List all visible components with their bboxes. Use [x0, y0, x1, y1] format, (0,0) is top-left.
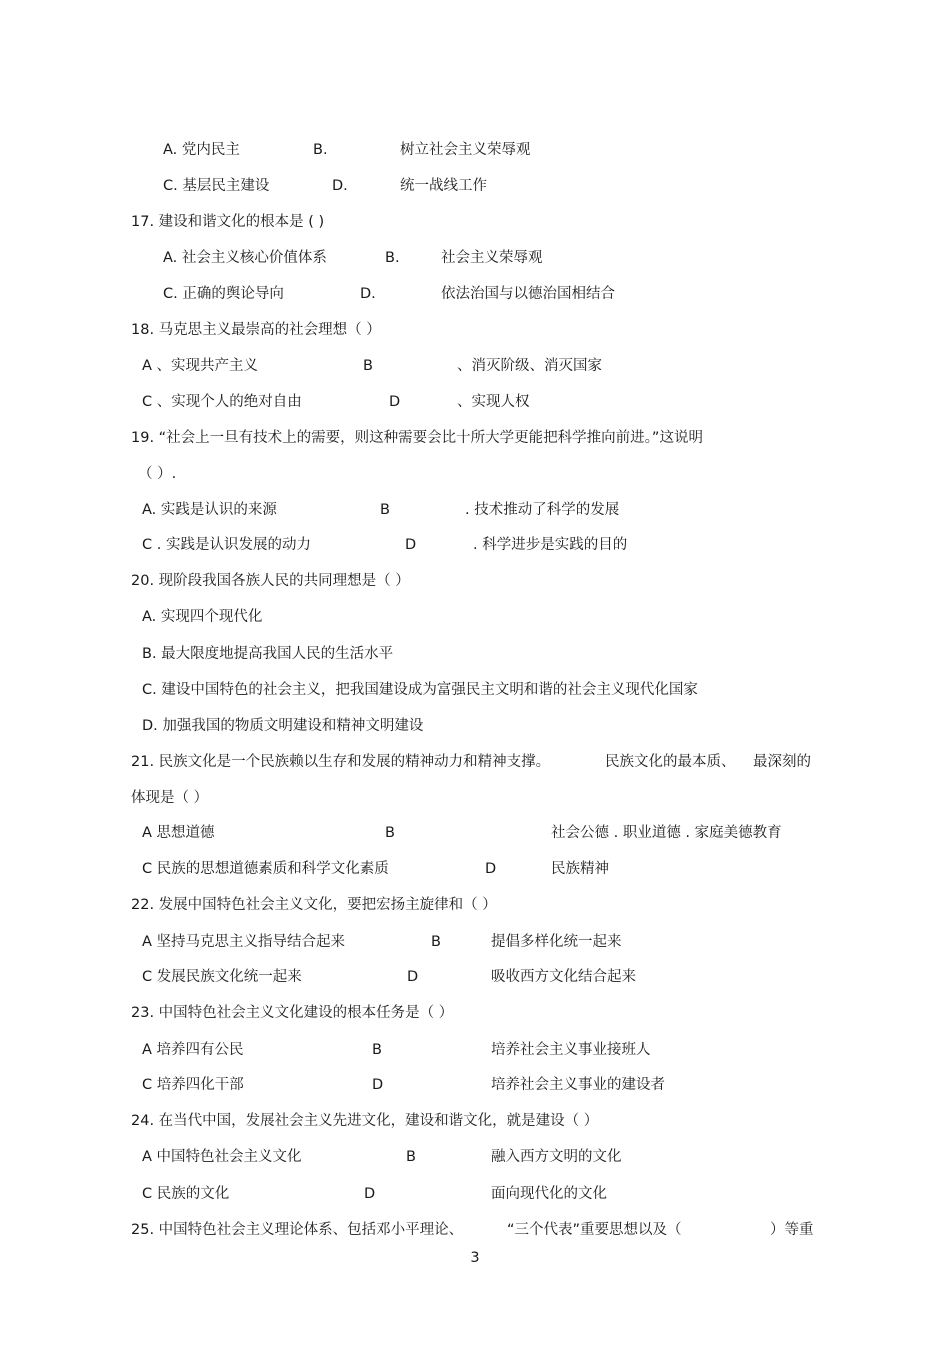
text-line-20-part-3: 社会公德 . 职业道德 . 家庭美德教育: [551, 825, 782, 841]
text-line-30-part-3: 面向现代化的文化: [491, 1186, 607, 1202]
text-line-27-part-2: D: [372, 1077, 384, 1093]
text-line-30-part-1: C 民族的文化: [142, 1186, 230, 1202]
text-line-22-part-1: 22. 发展中国特色社会主义文化，要把宏扬主旋律和（ ）: [131, 897, 497, 913]
text-line-23-part-1: A 坚持马克思主义指导结合起来: [142, 934, 346, 950]
text-line-30-part-2: D: [364, 1186, 376, 1202]
text-line-11-part-3: . 技术推动了科学的发展: [465, 502, 620, 518]
text-line-14-part-1: A. 实现四个现代化: [142, 609, 263, 625]
text-line-21-part-1: C 民族的思想道德素质和科学文化素质: [142, 861, 389, 877]
text-line-31-part-1: 25. 中国特色社会主义理论体系、包括邓小平理论、: [131, 1222, 464, 1238]
text-line-4-part-2: B.: [385, 250, 400, 266]
text-line-18-part-1: 21. 民族文化是一个民族赖以生存和发展的精神动力和精神支撑。: [131, 754, 551, 770]
text-line-5-part-2: D.: [360, 286, 376, 302]
text-line-26-part-1: A 培养四有公民: [142, 1042, 244, 1058]
text-line-20-part-2: B: [385, 825, 395, 841]
text-line-15-part-1: B. 最大限度地提高我国人民的生活水平: [142, 646, 394, 662]
text-line-12-part-3: . 科学进步是实践的目的: [473, 537, 628, 553]
text-line-19-part-1: 体现是（ ）: [131, 790, 209, 806]
text-line-21-part-3: 民族精神: [551, 861, 609, 877]
text-line-1-part-3: 树立社会主义荣辱观: [400, 142, 531, 158]
text-line-4-part-1: A. 社会主义核心价值体系: [163, 250, 327, 266]
text-line-10-part-1: （ ）.: [138, 466, 177, 482]
text-line-9-part-1: 19. “社会上一旦有技术上的需要，则这种需要会比十所大学更能把科学推向前进。”这说明: [131, 430, 703, 446]
text-line-2-part-3: 统一战线工作: [400, 178, 487, 194]
text-line-18-part-2: 民族文化的最本质、: [605, 754, 736, 770]
text-line-26-part-2: B: [372, 1042, 382, 1058]
text-line-24-part-1: C 发展民族文化统一起来: [142, 969, 302, 985]
text-line-8-part-2: D: [389, 394, 401, 410]
text-line-21-part-2: D: [485, 861, 497, 877]
text-line-5-part-1: C. 正确的舆论导向: [163, 286, 284, 302]
text-line-31-part-2: “三个代表”重要思想以及（: [507, 1222, 682, 1238]
text-line-24-part-3: 吸收西方文化结合起来: [491, 969, 636, 985]
text-line-23-part-2: B: [431, 934, 441, 950]
text-line-20-part-1: A 思想道德: [142, 825, 215, 841]
text-line-5-part-3: 依法治国与以德治国相结合: [441, 286, 615, 302]
text-line-11-part-1: A. 实践是认识的来源: [142, 502, 277, 518]
text-line-8-part-3: 、实现人权: [457, 394, 530, 410]
text-line-23-part-3: 提倡多样化统一起来: [491, 934, 622, 950]
text-line-27-part-3: 培养社会主义事业的建设者: [491, 1077, 665, 1093]
text-line-13-part-1: 20. 现阶段我国各族人民的共同理想是（ ）: [131, 573, 410, 589]
text-line-6-part-1: 18. 马克思主义最崇高的社会理想（ ）: [131, 322, 381, 338]
text-line-4-part-3: 社会主义荣辱观: [441, 250, 543, 266]
text-line-7-part-2: B: [363, 358, 373, 374]
text-line-26-part-3: 培养社会主义事业接班人: [491, 1042, 651, 1058]
text-line-2-part-1: C. 基层民主建设: [163, 178, 270, 194]
text-line-27-part-1: C 培养四化干部: [142, 1077, 244, 1093]
page-number: 3: [470, 1250, 480, 1266]
text-line-12-part-1: C . 实践是认识发展的动力: [142, 537, 311, 553]
text-line-7-part-3: 、消灭阶级、消灭国家: [457, 358, 602, 374]
text-line-2-part-2: D.: [332, 178, 348, 194]
text-line-18-part-3: 最深刻的: [753, 754, 811, 770]
text-line-16-part-1: C. 建设中国特色的社会主义，把我国建设成为富强民主文明和谐的社会主义现代化国家: [142, 682, 698, 698]
text-line-25-part-1: 23. 中国特色社会主义文化建设的根本任务是（ ）: [131, 1005, 454, 1021]
text-line-17-part-1: D. 加强我国的物质文明建设和精神文明建设: [142, 718, 424, 734]
text-line-1-part-1: A. 党内民主: [163, 142, 240, 158]
text-line-7-part-1: A 、实现共产主义: [142, 358, 259, 374]
text-line-11-part-2: B: [380, 502, 390, 518]
text-line-28-part-1: 24. 在当代中国，发展社会主义先进文化，建设和谐文化，就是建设（ ）: [131, 1113, 599, 1129]
text-line-29-part-3: 融入西方文明的文化: [491, 1149, 622, 1165]
text-line-31-part-3: ）等重: [770, 1222, 814, 1238]
text-line-29-part-1: A 中国特色社会主义文化: [142, 1149, 302, 1165]
text-line-8-part-1: C 、实现个人的绝对自由: [142, 394, 302, 410]
text-line-3-part-1: 17. 建设和谐文化的根本是 ( ): [131, 214, 325, 230]
text-line-24-part-2: D: [407, 969, 419, 985]
text-line-29-part-2: B: [406, 1149, 416, 1165]
text-line-12-part-2: D: [405, 537, 417, 553]
text-line-1-part-2: B.: [313, 142, 328, 158]
